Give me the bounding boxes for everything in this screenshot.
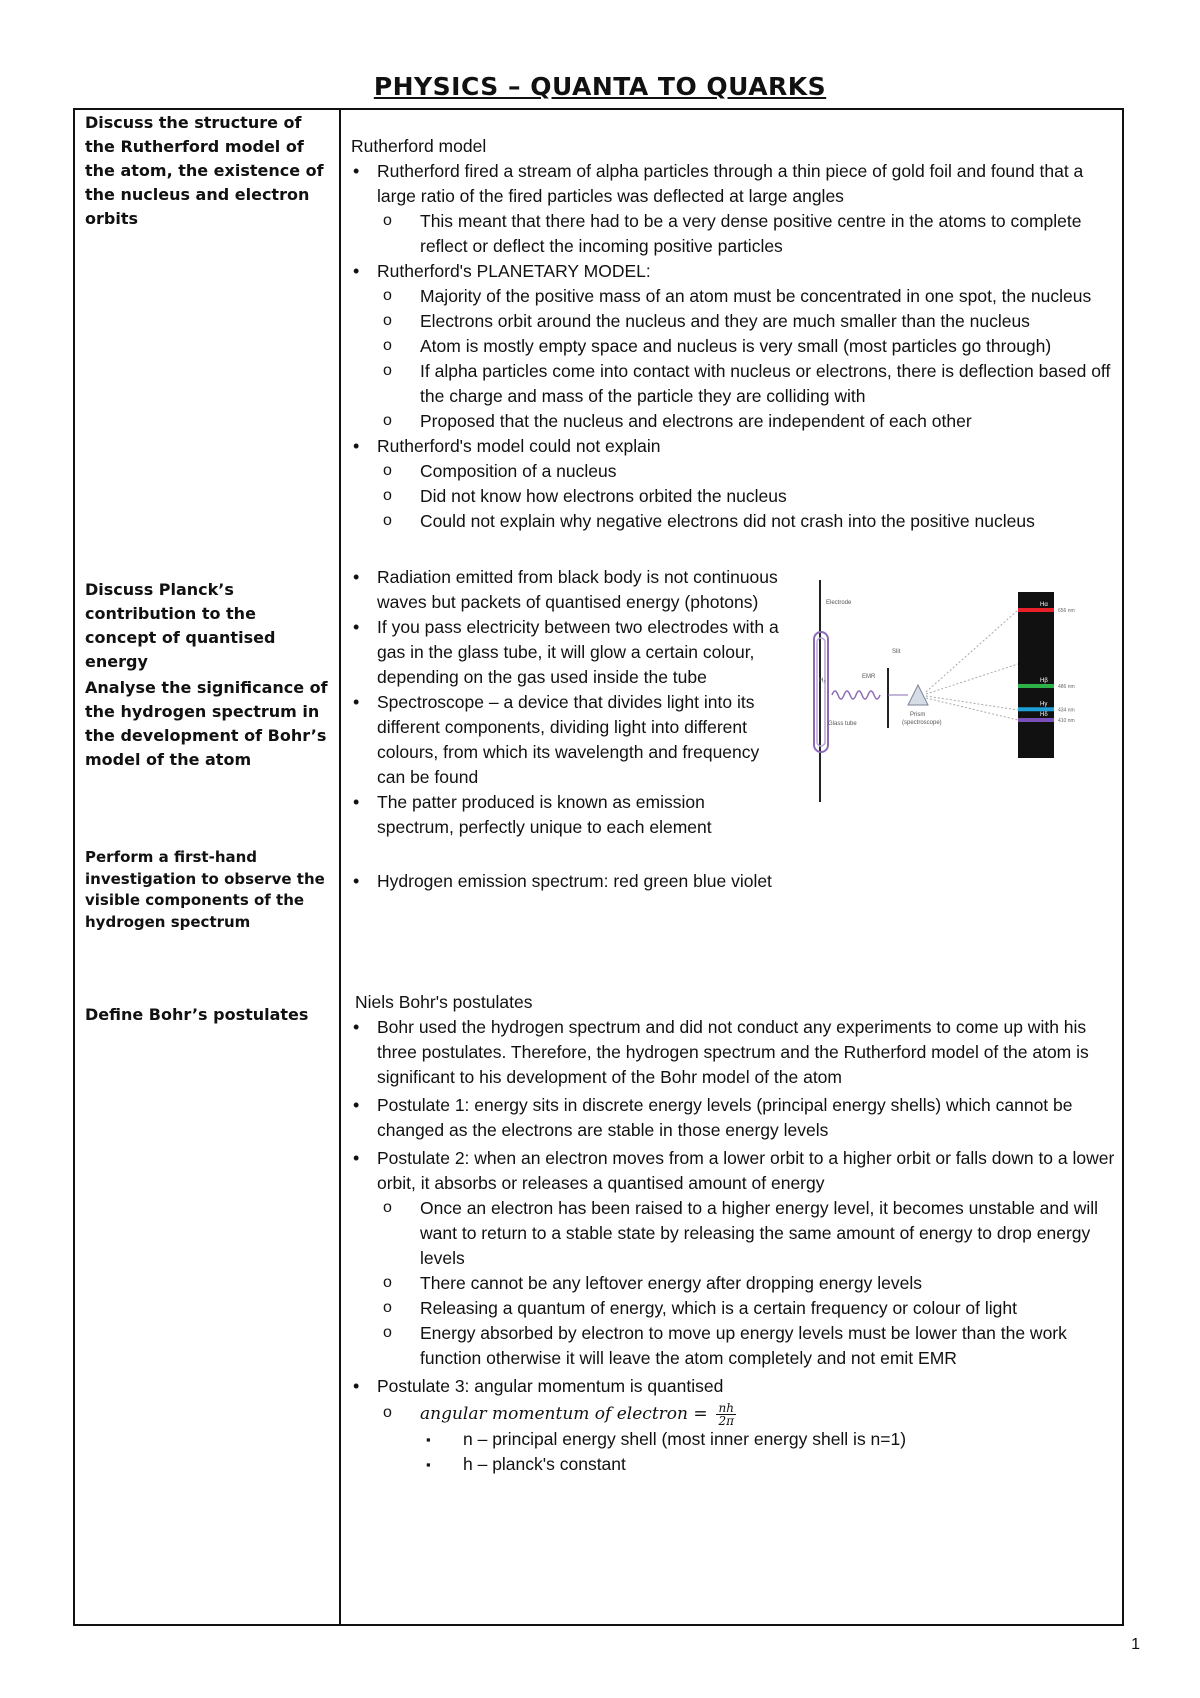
list-item: o Energy absorbed by electron to move up energy levels must be lower than the work function otherwise it will leave the atom completely and not emit EMR: [350, 1321, 1120, 1371]
emr-wave: [832, 691, 880, 699]
list-item: o Did not know how electrons orbited the nucleus: [350, 484, 1120, 509]
emr-label: EMR: [862, 674, 876, 680]
ray-alpha: [926, 610, 1018, 692]
hydrogen-spectroscope-figure: [808, 580, 1128, 802]
list-item: • Postulate 1: energy sits in discrete energy levels (principal energy shells) which cannot be changed as the electrons are stable in those energy levels: [350, 1093, 1120, 1143]
answer-rutherford: [350, 134, 1120, 534]
equation-lhs: angular momentum of electron =: [420, 1404, 708, 1424]
equation-denominator: 2π: [718, 1413, 734, 1428]
answer-investigation: [350, 869, 1120, 894]
list-item: • Postulate 3: angular momentum is quantised: [350, 1374, 1120, 1399]
page-number: 1: [1131, 1636, 1140, 1653]
list-item: o This meant that there had to be a very dense positive centre in the atoms to complete reflect or deflect the incoming positive particles: [350, 209, 1120, 259]
spectrum-line-3: [1018, 718, 1054, 722]
list-item: o There cannot be any leftover energy after dropping energy levels: [350, 1271, 1120, 1296]
planck-list: [350, 565, 780, 840]
list-item: • Rutherford's model could not explain: [350, 434, 1120, 459]
list-item: • The patter produced is known as emission spectrum, perfectly unique to each element: [350, 790, 780, 840]
rutherford-heading: Rutherford model: [351, 136, 487, 156]
ray-beta: [926, 664, 1018, 694]
question-bohr: Define Bohr’s postulates: [85, 1005, 309, 1024]
spectrum-line-nm-3: 410 nm: [1058, 718, 1075, 724]
spectrum-line-name-1: Hβ: [1040, 678, 1048, 685]
list-item: o If alpha particles come into contact with nucleus or electrons, there is deflection based off the charge and mass of the particle they are colliding with: [350, 359, 1120, 409]
spectrum-line-name-2: Hγ: [1040, 701, 1048, 708]
list-item: • If you pass electricity between two electrodes with a gas in the glass tube, it will glow a certain colour, depending on the gas used inside the tube: [350, 615, 780, 690]
question-planck: Discuss Planck’s contribution to the concept of quantised energy: [85, 580, 276, 671]
list-item: o Proposed that the nucleus and electrons are independent of each other: [350, 409, 1120, 434]
prism-shape: [908, 685, 928, 705]
list-item: • Postulate 2: when an electron moves from a lower orbit to a higher orbit or falls down to a lower orbit, it absorbs or releases a quantised amount of energy: [350, 1146, 1120, 1196]
list-item: o Releasing a quantum of energy, which is a certain frequency or colour of light: [350, 1296, 1120, 1321]
list-item: ▪ n – principal energy shell (most inner energy shell is n=1): [350, 1427, 1120, 1452]
spectroscope-label: (spectroscope): [902, 720, 942, 726]
answer-bohr: [350, 990, 1120, 1477]
list-item: • Radiation emitted from black body is not continuous waves but packets of quantised energy (photons): [350, 565, 780, 615]
rutherford-list: [350, 159, 1120, 534]
spectrum-panel: [1018, 592, 1054, 758]
equation-item: [350, 1401, 1120, 1427]
investigation-list: [350, 869, 1120, 894]
h2-label: H₂: [819, 678, 826, 684]
spectrum-line-name-0: Hα: [1040, 602, 1048, 608]
list-item: • Spectroscope – a device that divides light into its different components, dividing light into different colours, from which its wavelength and frequency can be found: [350, 690, 780, 790]
ray-delta: [926, 698, 1018, 720]
page-title: PHYSICS – QUANTA TO QUARKS: [373, 72, 827, 101]
list-item: o Once an electron has been raised to a higher energy level, it becomes unstable and will want to return to a stable state by releasing the same amount of energy to drop energy levels: [350, 1196, 1120, 1271]
column-divider: [339, 110, 341, 1624]
list-item: ▪ h – planck's constant: [350, 1452, 1120, 1477]
question-investigation: Perform a first-hand investigation to observe the visible components of the hydrogen spectrum: [85, 848, 325, 931]
spectrum-line-2: [1018, 707, 1054, 711]
equation-numerator: nh: [718, 1400, 734, 1415]
slit-label: Slit: [892, 649, 901, 655]
spectrum-line-nm-0: 656 nm: [1058, 608, 1075, 614]
list-item: • Rutherford's PLANETARY MODEL:: [350, 259, 1120, 284]
list-item: • Rutherford fired a stream of alpha particles through a thin piece of gold foil and found that a large ratio of the fired particles was deflected at large angles: [350, 159, 1120, 209]
prism-label: Prism: [910, 712, 926, 718]
list-item: o Could not explain why negative electrons did not crash into the positive nucleus: [350, 509, 1120, 534]
list-item: • Hydrogen emission spectrum: red green blue violet: [350, 869, 1120, 894]
spectrum-line-0: [1018, 608, 1054, 612]
list-item: • Bohr used the hydrogen spectrum and did not conduct any experiments to come up with his three postulates. Therefore, the hydrogen spectrum and the Rutherford model of the atom is significant to his development of the Bohr model of the atom: [350, 1015, 1120, 1090]
question-hydrogen-spectrum: Analyse the significance of the hydrogen spectrum in the development of Bohr’s model of the atom: [85, 678, 328, 769]
spectrum-line-nm-2: 434 nm: [1058, 707, 1075, 714]
bohr-list: [350, 1015, 1120, 1477]
spectrum-line-name-3: Hδ: [1040, 712, 1048, 718]
question-rutherford: Discuss the structure of the Rutherford model of the atom, the existence of the nucleus and electron orbits: [85, 113, 324, 228]
answer-planck: [350, 565, 780, 840]
notes-table: [73, 108, 1124, 1626]
glass-tube-label: Glass tube: [828, 721, 857, 727]
spectrum-line-nm-1: 486 nm: [1058, 684, 1075, 691]
ray-gamma: [926, 696, 1018, 710]
spectrum-line-1: [1018, 684, 1054, 688]
bohr-heading: Niels Bohr's postulates: [355, 992, 533, 1012]
list-item: o Atom is mostly empty space and nucleus is very small (most particles go through): [350, 334, 1120, 359]
list-item: o Majority of the positive mass of an atom must be concentrated in one spot, the nucleus: [350, 284, 1120, 309]
list-item: o Composition of a nucleus: [350, 459, 1120, 484]
list-item: o Electrons orbit around the nucleus and they are much smaller than the nucleus: [350, 309, 1120, 334]
equation-fraction: [716, 1402, 735, 1427]
electrode-label: Electrode: [826, 600, 852, 606]
